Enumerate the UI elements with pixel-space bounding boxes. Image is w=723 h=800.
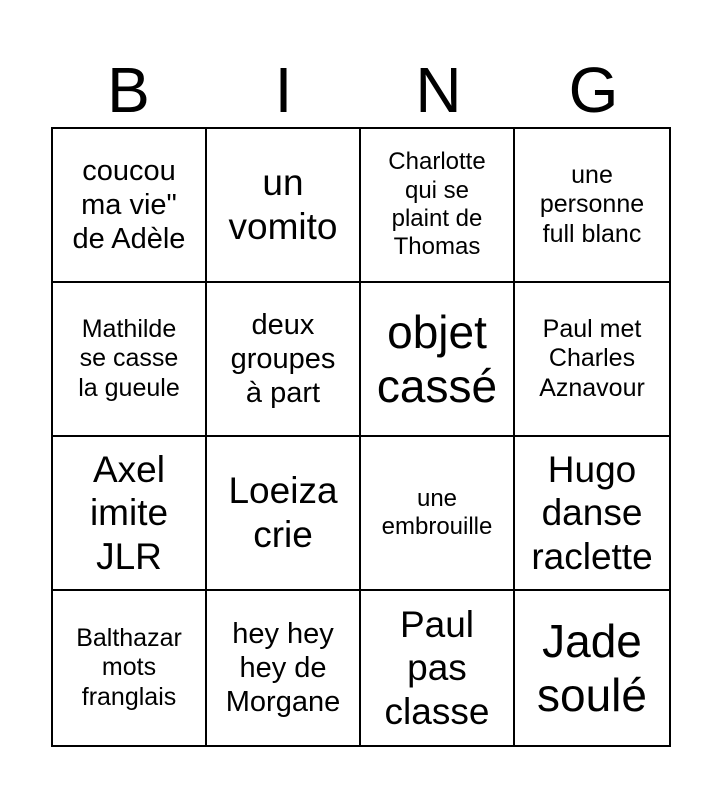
bingo-cell[interactable] [515, 129, 669, 283]
bingo-cell[interactable] [515, 591, 669, 745]
bingo-cell[interactable] [361, 437, 515, 591]
bingo-cell[interactable] [53, 437, 207, 591]
bingo-header [51, 52, 671, 128]
cell-text: Loeiza crie [228, 470, 338, 555]
bingo-cell[interactable] [361, 129, 515, 283]
bingo-cell[interactable] [207, 283, 361, 437]
cell-text: Paul met Charles Aznavour [539, 314, 645, 402]
bingo-cell[interactable] [361, 283, 515, 437]
cell-text: une embrouille [381, 484, 493, 540]
bingo-cell[interactable] [515, 437, 669, 591]
bingo-cell[interactable] [53, 591, 207, 745]
bingo-cell[interactable] [515, 283, 669, 437]
cell-text: objet cassé [376, 305, 498, 412]
cell-text: Paul pas classe [384, 603, 490, 732]
bingo-cell[interactable] [207, 591, 361, 745]
cell-text: Charlotte qui se plaint de Thomas [388, 148, 486, 261]
bingo-cell[interactable] [53, 129, 207, 283]
cell-text: Balthazar mots franglais [76, 623, 182, 711]
header-letter-i: I [274, 54, 293, 126]
bingo-board [51, 127, 671, 747]
bingo-cell[interactable] [207, 437, 361, 591]
cell-text: Mathilde se casse la gueule [78, 314, 180, 402]
cell-text: coucou ma vie" de Adèle [72, 154, 186, 256]
cell-text: Jade soulé [537, 614, 647, 721]
bingo-cell[interactable] [53, 283, 207, 437]
cell-text: hey hey hey de Morgane [225, 617, 341, 719]
cell-text: un vomito [228, 162, 338, 247]
bingo-cell[interactable] [207, 129, 361, 283]
cell-text: une personne full blanc [539, 160, 645, 248]
header-letter-n: N [415, 54, 462, 126]
header-letter-b: B [107, 54, 150, 126]
cell-text: Axel imite JLR [89, 448, 169, 577]
cell-text: Hugo danse raclette [531, 448, 653, 577]
bingo-cell[interactable] [361, 591, 515, 745]
cell-text: deux groupes à part [230, 308, 336, 410]
header-letter-g: G [568, 54, 619, 126]
